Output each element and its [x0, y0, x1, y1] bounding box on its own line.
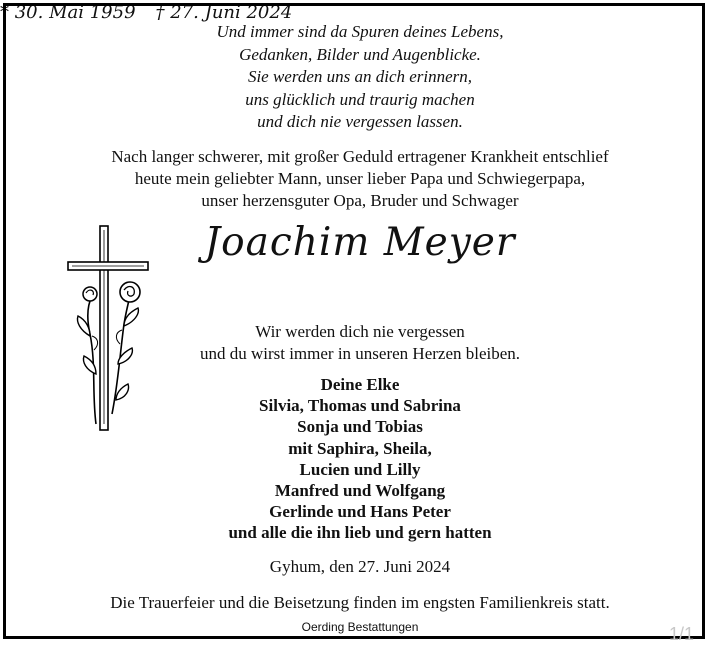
mourner-line: mit Saphira, Sheila, — [288, 438, 432, 458]
mourner-line: und alle die ihn lieb und gern hatten — [228, 523, 492, 543]
ceremony-notice: Die Trauerfeier und die Beisetzung finden im engsten Familienkreis statt. — [110, 593, 610, 612]
poem-line: Und immer sind da Spuren deines Lebens, — [216, 22, 504, 41]
poem-line: und dich nie vergessen lassen. — [257, 112, 463, 131]
mourners-list — [0, 374, 720, 544]
intro-line: unser herzensguter Opa, Bruder und Schwager — [201, 191, 519, 210]
remembrance-verse — [0, 321, 720, 365]
page-indicator: 1/1 — [668, 624, 694, 644]
poem-line: uns glücklich und traurig machen — [245, 89, 475, 109]
intro-line: Nach langer schwerer, mit großer Geduld ertragener Krankheit entschlief — [111, 147, 609, 166]
verse-line: und du wirst immer in unseren Herzen bleiben. — [199, 344, 521, 363]
mourner-line: Sonja und Tobias — [297, 417, 423, 437]
verse-line: Wir werden dich nie vergessen — [255, 322, 465, 341]
intro-line: heute mein geliebter Mann, unser lieber Papa und Schwiegerpapa, — [134, 169, 586, 188]
intro-text — [0, 146, 720, 212]
mourner-line: Gerlinde und Hans Peter — [269, 502, 451, 522]
poem-line: Sie werden uns an dich erinnern, — [247, 67, 473, 86]
mourner-line: Lucien und Lilly — [299, 459, 421, 479]
place-and-date: Gyhum, den 27. Juni 2024 — [269, 557, 451, 576]
mourner-line: Deine Elke — [320, 375, 400, 394]
mourner-line: Manfred und Wolfgang — [274, 481, 446, 501]
death-date: † 27. Juni 2024 — [155, 2, 293, 23]
poem-line: Gedanken, Bilder und Augenblicke. — [239, 44, 481, 64]
deceased-name: Joachim Meyer — [204, 220, 516, 265]
birth-date: * 30. Mai 1959 — [0, 2, 136, 23]
poem — [0, 21, 720, 134]
undertaker-name: Oerding Bestattungen — [301, 620, 419, 634]
mourner-line: Silvia, Thomas und Sabrina — [259, 396, 461, 416]
